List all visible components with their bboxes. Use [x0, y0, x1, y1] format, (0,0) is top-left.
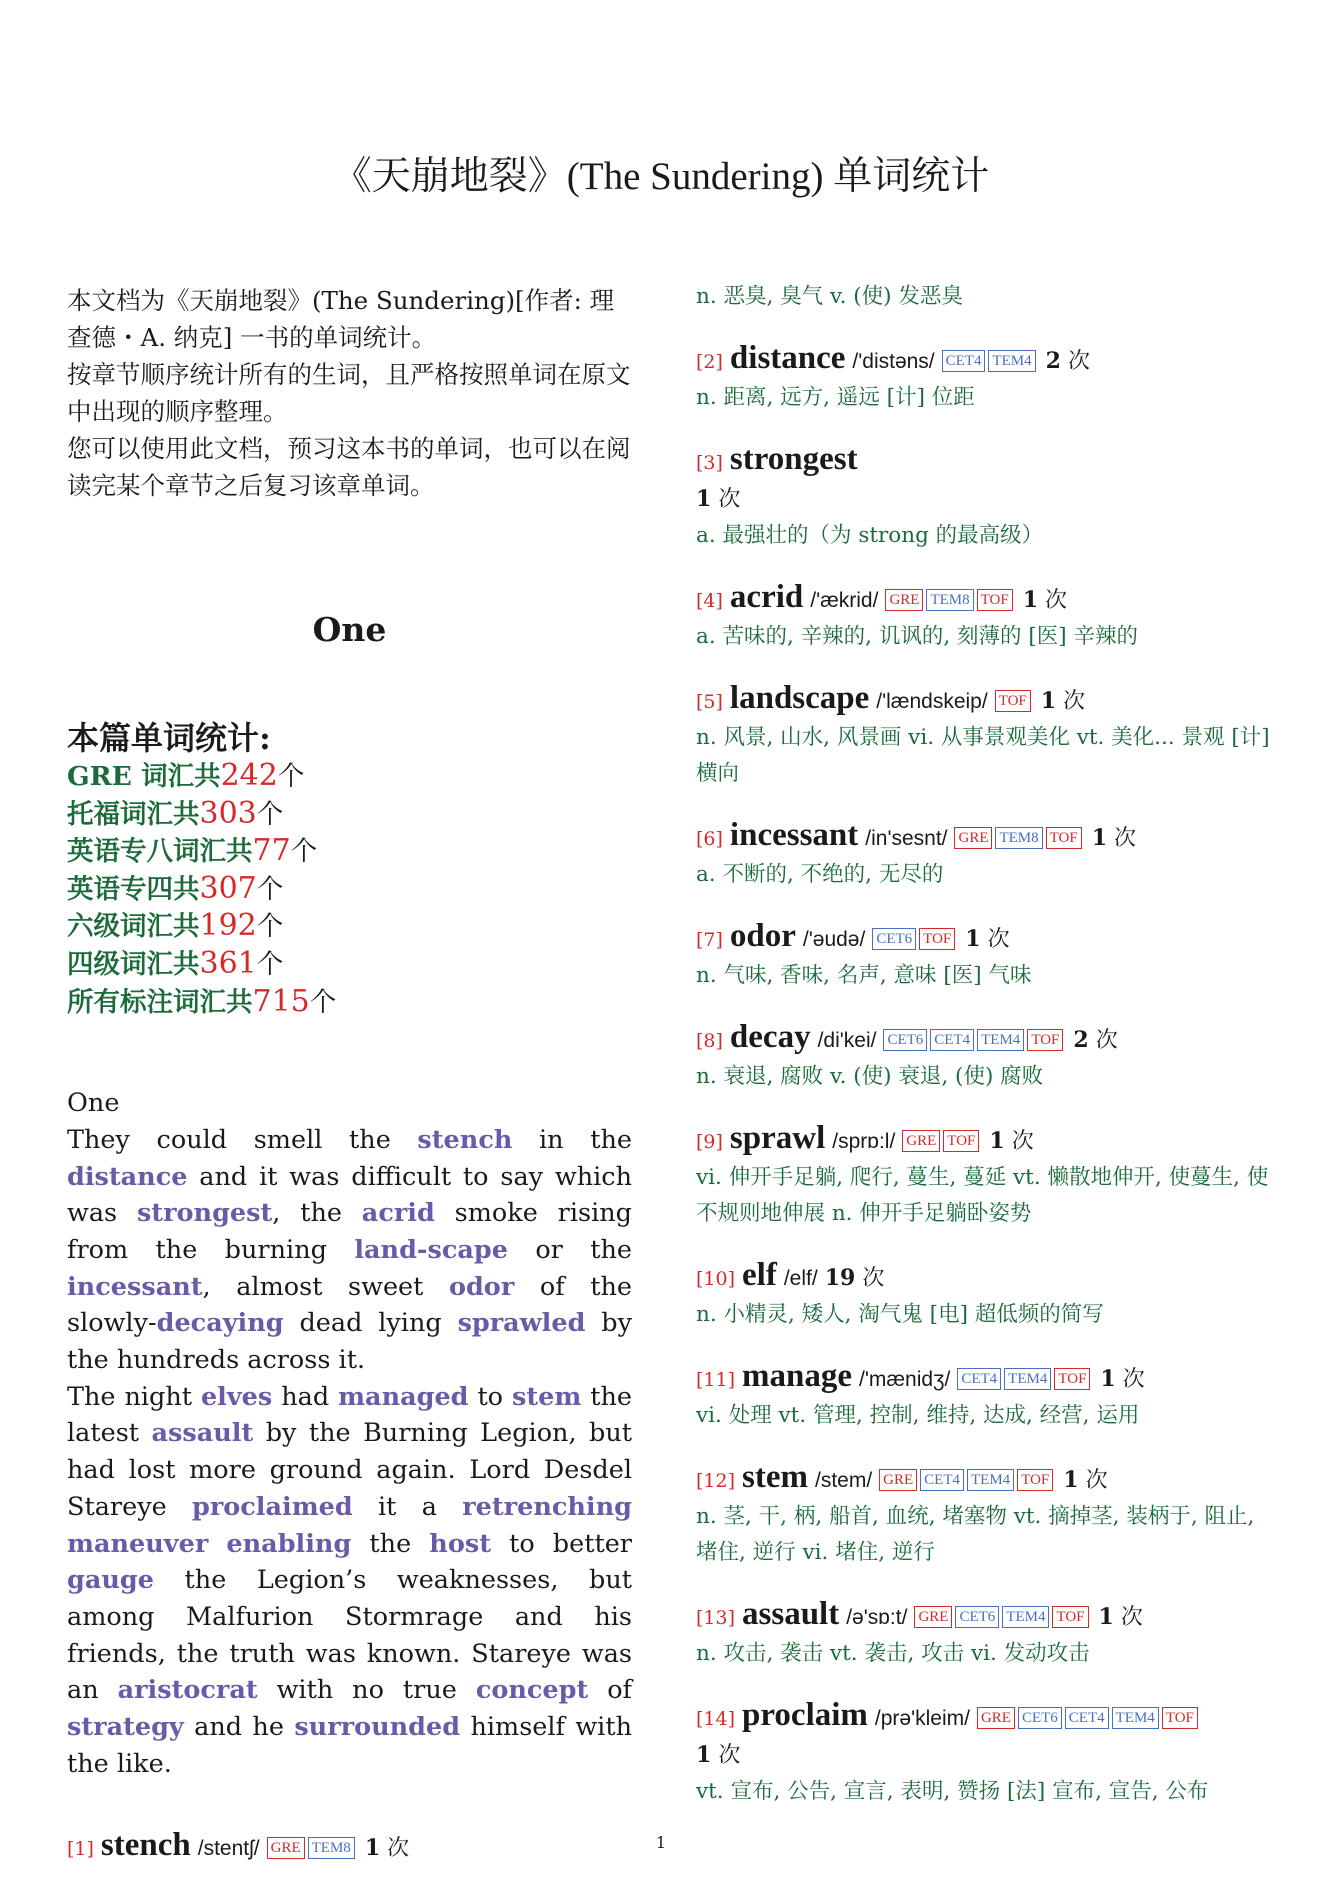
entry-definition: vi. 伸开手足躺, 爬行, 蔓生, 蔓延 vt. 懒散地伸开, 使蔓生, 使不规则地伸展 n. 伸开手足躺卧姿势 [696, 1165, 1269, 1226]
count-value: 1 [965, 926, 981, 952]
entry-count [1100, 1367, 1144, 1392]
story-text-run: the [351, 1528, 430, 1559]
stat-label: 托福词汇共 [67, 798, 200, 830]
vocab-entry [696, 1697, 1271, 1810]
stat-label: 六级词汇共 [67, 911, 200, 943]
entry-index: [10] [696, 1268, 736, 1290]
entry-definition: a. 不断的, 不绝的, 无尽的 [696, 862, 944, 887]
stat-count: 361 [199, 945, 257, 981]
exam-tag: TOF [1162, 1707, 1198, 1729]
story-text-run: by the hundreds across it. [67, 1308, 632, 1376]
stat-row [67, 833, 632, 871]
story-text-run: smoke rising from the burning [67, 1198, 632, 1265]
count-value: 1 [989, 1128, 1005, 1154]
entry-word: manage [742, 1358, 853, 1394]
entry-header [696, 918, 1271, 958]
entry-index: [8] [696, 1030, 723, 1052]
entry-definition: vt. 宣布, 公告, 宣言, 表明, 赞扬 [法] 宣布, 宣告, 公布 [696, 1779, 1209, 1804]
count-value: 1 [696, 1742, 712, 1768]
intro-line: 按章节顺序统计所有的生词，且严格按照单词在原文中出现的顺序整理。 [67, 360, 631, 426]
count-unit: 次 [987, 927, 1010, 952]
count-unit: 次 [862, 1266, 885, 1291]
story-text-run: in the [512, 1124, 632, 1155]
entry-index: [2] [696, 351, 723, 373]
exam-tag: GRE [977, 1707, 1015, 1729]
entry-word: stench [100, 1826, 191, 1863]
entry-header [696, 1358, 1271, 1398]
exam-tag: TOF [995, 690, 1031, 712]
exam-tag: GRE [914, 1606, 952, 1628]
exam-tag: CET4 [957, 1368, 1001, 1390]
entry-header [696, 1019, 1271, 1059]
vocab-entry [696, 918, 1271, 994]
stat-unit: 个 [277, 761, 305, 792]
story-text-run: of the slowly- [67, 1271, 632, 1339]
story-paragraph [67, 1379, 632, 1783]
story-text-run [208, 1529, 226, 1559]
story-text-run: to [468, 1381, 512, 1412]
exam-tag: TEM4 [988, 350, 1035, 372]
highlighted-word: gauge [67, 1565, 154, 1596]
story-text-run: and he [183, 1712, 295, 1743]
stat-label: 四级词汇共 [67, 948, 200, 980]
intro-line: 本文档为《天崩地裂》(The Sundering)[作者: 理查德・A. 纳克] 一书的单词统计。 [67, 286, 615, 352]
exam-tag: TEM4 [1004, 1368, 1051, 1390]
vocab-entry [696, 680, 1271, 792]
stat-unit: 个 [309, 986, 337, 1018]
entry-count [696, 1743, 740, 1768]
vocab-entry [696, 1358, 1271, 1434]
highlighted-word: strategy [67, 1712, 184, 1743]
entry-count-line [696, 1737, 1271, 1774]
entry-phonetic: /elf/ [783, 1267, 818, 1290]
stat-unit: 个 [256, 911, 284, 943]
stat-count: 77 [252, 833, 291, 869]
entry-phonetic: /sprɒ:l/ [832, 1130, 896, 1153]
story-text-run: it a [352, 1491, 463, 1522]
stats-title: 本篇单词统计: [67, 719, 271, 757]
exam-tag: TOF [943, 1130, 979, 1152]
highlighted-word: odor [448, 1271, 515, 1302]
vocab-entry [696, 1120, 1271, 1232]
stat-label: 所有标注词汇共 [67, 986, 253, 1018]
entry-index: [11] [696, 1369, 736, 1391]
stats-list [67, 758, 632, 1021]
exam-tag: TEM4 [1002, 1606, 1049, 1628]
exam-tag: TOF [1027, 1029, 1063, 1051]
count-unit: 次 [1067, 349, 1090, 374]
count-unit: 次 [1120, 1605, 1143, 1630]
entry-count [1023, 588, 1067, 613]
entry-index: [6] [696, 828, 723, 850]
vocab-entry [696, 441, 1271, 554]
count-value: 1 [1091, 825, 1108, 851]
entry-definition: n. 气味, 香味, 名声, 意味 [医] 气味 [696, 963, 1032, 988]
entry-index: [1] [67, 1837, 94, 1860]
exam-tag: TOF [919, 928, 955, 950]
highlighted-word: surrounded [294, 1712, 461, 1743]
stat-count: 307 [199, 870, 257, 906]
intro-line: 您可以使用此文档，预习这本书的单词，也可以在阅读完某个章节之后复习该章单词。 [67, 434, 631, 500]
exam-tag: TEM4 [1112, 1707, 1159, 1729]
highlighted-word: maneuver [67, 1528, 209, 1559]
stat-row [67, 871, 632, 909]
exam-tag: TEM8 [308, 1837, 355, 1859]
stat-count: 242 [220, 758, 278, 793]
entry-header [696, 1596, 1271, 1636]
entry-count [825, 1266, 885, 1291]
stat-row [67, 796, 632, 834]
highlighted-word: strongest [136, 1198, 273, 1229]
count-unit: 次 [1063, 689, 1086, 714]
entry-count [696, 487, 740, 512]
page-number: 1 [655, 1833, 667, 1852]
story-text-run: dead lying [283, 1308, 458, 1339]
entry-index: [7] [696, 929, 723, 951]
entry-definition: a. 苦味的, 辛辣的, 讥讽的, 刻薄的 [医] 辛辣的 [696, 624, 1138, 649]
stat-count: 303 [199, 795, 257, 831]
exam-tag: CET6 [1018, 1707, 1062, 1729]
story-text-run: , the [272, 1198, 362, 1229]
highlighted-word: stench [417, 1124, 513, 1155]
entry-index: [12] [696, 1470, 736, 1492]
entry-count [989, 1129, 1033, 1154]
vocab-entry [696, 1459, 1271, 1571]
vocab-entry [696, 340, 1271, 416]
vocab-entry [696, 579, 1271, 655]
exam-tag: CET4 [942, 350, 986, 372]
entry-phonetic: /'əudə/ [802, 928, 866, 951]
story-text-run: the Legion’s weaknesses, but among Malfurion Stormrage and his friends, the truth was known. Stareye was an [67, 1565, 632, 1706]
exam-tag: TEM8 [926, 589, 973, 611]
highlighted-word: enabling [226, 1528, 352, 1559]
entry-phonetic: /prə'kleim/ [874, 1707, 970, 1730]
story-text-run: had [272, 1381, 339, 1412]
highlighted-word: elves [200, 1381, 273, 1412]
count-unit: 次 [1095, 1028, 1118, 1053]
exam-tag: CET6 [955, 1606, 999, 1628]
right-column [696, 282, 1271, 1835]
entry-definition: n. 距离, 远方, 遥远 [计] 位距 [696, 385, 975, 410]
stat-unit: 个 [256, 948, 284, 980]
highlighted-word: concept [475, 1675, 589, 1706]
entry-definition: n. 风景, 山水, 风景画 vi. 从事景观美化 vt. 美化... 景观 [计] 横向 [696, 725, 1270, 786]
stat-label: 英语专八词汇共 [67, 836, 253, 868]
highlighted-word: land-scape [354, 1234, 508, 1265]
story-paragraph [67, 1122, 632, 1379]
exam-tag: TEM4 [967, 1469, 1014, 1491]
story-text-run: The night [67, 1381, 201, 1412]
vocab-entry [696, 1257, 1271, 1333]
stat-label: 英语专四共 [67, 873, 200, 905]
entry-phonetic: /in'sesnt/ [865, 827, 948, 850]
entry-definition: n. 恶臭, 臭气 v. (使) 发恶臭 [696, 284, 963, 309]
entry-word: sprawl [729, 1120, 826, 1156]
entry-header [696, 1459, 1271, 1499]
entry-phonetic: /'ækrid/ [810, 589, 879, 612]
entry-word: proclaim [742, 1697, 868, 1733]
story-text-run: himself with the like. [67, 1712, 632, 1779]
entry-index: [4] [696, 590, 723, 612]
story-text-run: They could smell the [67, 1124, 418, 1155]
count-value: 1 [1063, 1467, 1079, 1493]
entry-count [1046, 349, 1090, 374]
stat-row [67, 758, 632, 796]
entry-phonetic: /stentʃ/ [197, 1836, 260, 1860]
count-unit: 次 [1011, 1129, 1034, 1154]
exam-tag: TOF [1017, 1469, 1053, 1491]
entry-word: distance [729, 340, 846, 376]
count-value: 2 [1073, 1027, 1089, 1053]
exam-tag: TEM4 [977, 1029, 1024, 1051]
vocab-list [696, 340, 1271, 1810]
story-text-run: , almost sweet [202, 1271, 449, 1302]
highlighted-word: assault [151, 1418, 254, 1449]
entry-phonetic: /ə'sɒ:t/ [846, 1606, 908, 1629]
entry-definition: a. 最强壮的（为 strong 的最高级） [696, 523, 1044, 548]
count-unit: 次 [387, 1835, 410, 1861]
entry-index: [14] [696, 1708, 736, 1730]
entry-word: acrid [729, 579, 804, 615]
highlighted-word: proclaimed [192, 1491, 353, 1522]
entry-header [696, 1257, 1271, 1297]
entry-index: [3] [696, 452, 723, 474]
left-column [67, 282, 632, 1892]
vocab-entry [696, 1596, 1271, 1672]
count-unit: 次 [718, 487, 741, 512]
stat-row [67, 908, 632, 946]
entry-definition: n. 攻击, 袭击 vt. 袭击, 攻击 vi. 发动攻击 [696, 1641, 1090, 1666]
entry-phonetic: /'lændskeip/ [876, 690, 988, 713]
exam-tag: CET4 [930, 1029, 974, 1051]
entry-word: incessant [729, 817, 859, 853]
entry-word: stem [742, 1459, 808, 1495]
count-value: 1 [1100, 1366, 1116, 1392]
highlighted-word: acrid [361, 1198, 435, 1229]
stat-unit: 个 [290, 836, 318, 868]
highlighted-word: incessant [67, 1271, 203, 1302]
entry-header [696, 340, 1271, 380]
stat-count: 192 [199, 908, 257, 944]
entry-word: odor [729, 918, 796, 954]
document-title: 《天崩地裂》(The Sundering) 单词统计 [332, 155, 990, 198]
entry-count-line [696, 481, 1271, 518]
entry-definition: n. 衰退, 腐败 v. (使) 衰退, (使) 腐败 [696, 1064, 1044, 1089]
entry-word: elf [742, 1257, 777, 1293]
count-value: 1 [1022, 587, 1039, 613]
exam-tag: CET6 [872, 928, 916, 950]
count-value: 1 [696, 486, 712, 512]
exam-tag: CET4 [1065, 1707, 1109, 1729]
story-text-run: of [588, 1675, 632, 1706]
entry-index: [5] [696, 691, 723, 713]
story-text [67, 1085, 632, 1782]
story-text-run: with no true [257, 1675, 476, 1706]
entry-count [1041, 689, 1085, 714]
exam-tag: TOF [1052, 1606, 1088, 1628]
entry-phonetic: /di'kei/ [817, 1029, 877, 1052]
entry-header [696, 1697, 1271, 1737]
chapter-heading: One [312, 610, 387, 649]
highlighted-word: stem [511, 1381, 582, 1412]
count-unit: 次 [1045, 588, 1068, 613]
count-value: 1 [1040, 688, 1057, 714]
stat-row [67, 946, 632, 984]
entry-definition: n. 茎, 干, 柄, 船首, 血统, 堵塞物 vt. 摘掉茎, 装柄于, 阻止, 堵住, 逆行 vi. 堵住, 逆行 [696, 1504, 1255, 1565]
stat-label: GRE 词汇共 [67, 761, 221, 792]
count-unit: 次 [1122, 1367, 1145, 1392]
vocab-entry [696, 817, 1271, 893]
stat-row [67, 984, 632, 1022]
entry-phonetic: /stem/ [814, 1469, 873, 1492]
entry-count [1063, 1468, 1107, 1493]
story-text-run: to better [490, 1528, 632, 1559]
count-value: 1 [364, 1834, 381, 1861]
exam-tag: TOF [1054, 1368, 1090, 1390]
entry-count [1073, 1028, 1117, 1053]
highlighted-word: host [429, 1528, 491, 1559]
stat-count: 715 [252, 983, 310, 1019]
story-text-run: the latest [67, 1381, 632, 1449]
count-value: 19 [824, 1265, 856, 1291]
entry-definition: vi. 处理 vt. 管理, 控制, 维持, 达成, 经营, 运用 [696, 1403, 1140, 1428]
entry-header [696, 680, 1271, 720]
count-unit: 次 [718, 1743, 741, 1768]
highlighted-word: decaying [156, 1308, 284, 1339]
exam-tag: CET4 [920, 1469, 964, 1491]
entry-word: strongest [729, 441, 858, 477]
story-text-run: by the Burning Legion, but had lost more ground again. Lord Desdel Stareye [67, 1418, 633, 1522]
entry-count [1099, 1605, 1143, 1630]
entry-word: decay [729, 1019, 811, 1055]
entry-index: [9] [696, 1131, 723, 1153]
exam-tag: TOF [977, 589, 1013, 611]
highlighted-word: retrenching [462, 1491, 632, 1522]
exam-tag: GRE [879, 1469, 917, 1491]
story-text-run: or the [507, 1234, 633, 1265]
entry-header [696, 441, 1271, 481]
entry-definition: n. 小精灵, 矮人, 淘气鬼 [电] 超低频的简写 [696, 1302, 1104, 1327]
exam-tag: GRE [885, 589, 923, 611]
exam-tag: GRE [267, 1837, 305, 1859]
count-value: 2 [1045, 348, 1061, 374]
highlighted-word: distance [67, 1161, 188, 1192]
exam-tag: TOF [1046, 827, 1082, 849]
count-unit: 次 [1114, 826, 1137, 851]
entry-header [696, 1120, 1271, 1160]
entry-word: landscape [729, 680, 870, 716]
highlighted-word: sprawled [457, 1308, 586, 1339]
exam-tag: CET6 [883, 1029, 927, 1051]
highlighted-word: managed [338, 1381, 469, 1412]
entry-header [696, 579, 1271, 619]
stat-unit: 个 [256, 798, 284, 830]
vocab-entry [696, 1019, 1271, 1095]
entry-header [696, 817, 1271, 857]
entry-index: [13] [696, 1607, 736, 1629]
exam-tag: TEM8 [995, 827, 1042, 849]
entry-count [965, 927, 1009, 952]
entry-count [1092, 826, 1136, 851]
count-unit: 次 [1085, 1468, 1108, 1493]
count-value: 1 [1098, 1604, 1114, 1630]
entry-word: assault [742, 1596, 840, 1632]
entry-phonetic: /'mænidʒ/ [859, 1368, 951, 1391]
exam-tag: GRE [902, 1130, 940, 1152]
story-text-run: and it was difficult to say which was [67, 1161, 632, 1229]
highlighted-word: aristocrat [117, 1675, 258, 1706]
stat-unit: 个 [256, 873, 284, 905]
entry-phonetic: /'distəns/ [852, 350, 935, 373]
exam-tag: GRE [954, 827, 992, 849]
story-heading: One [67, 1088, 120, 1119]
intro [67, 282, 632, 504]
